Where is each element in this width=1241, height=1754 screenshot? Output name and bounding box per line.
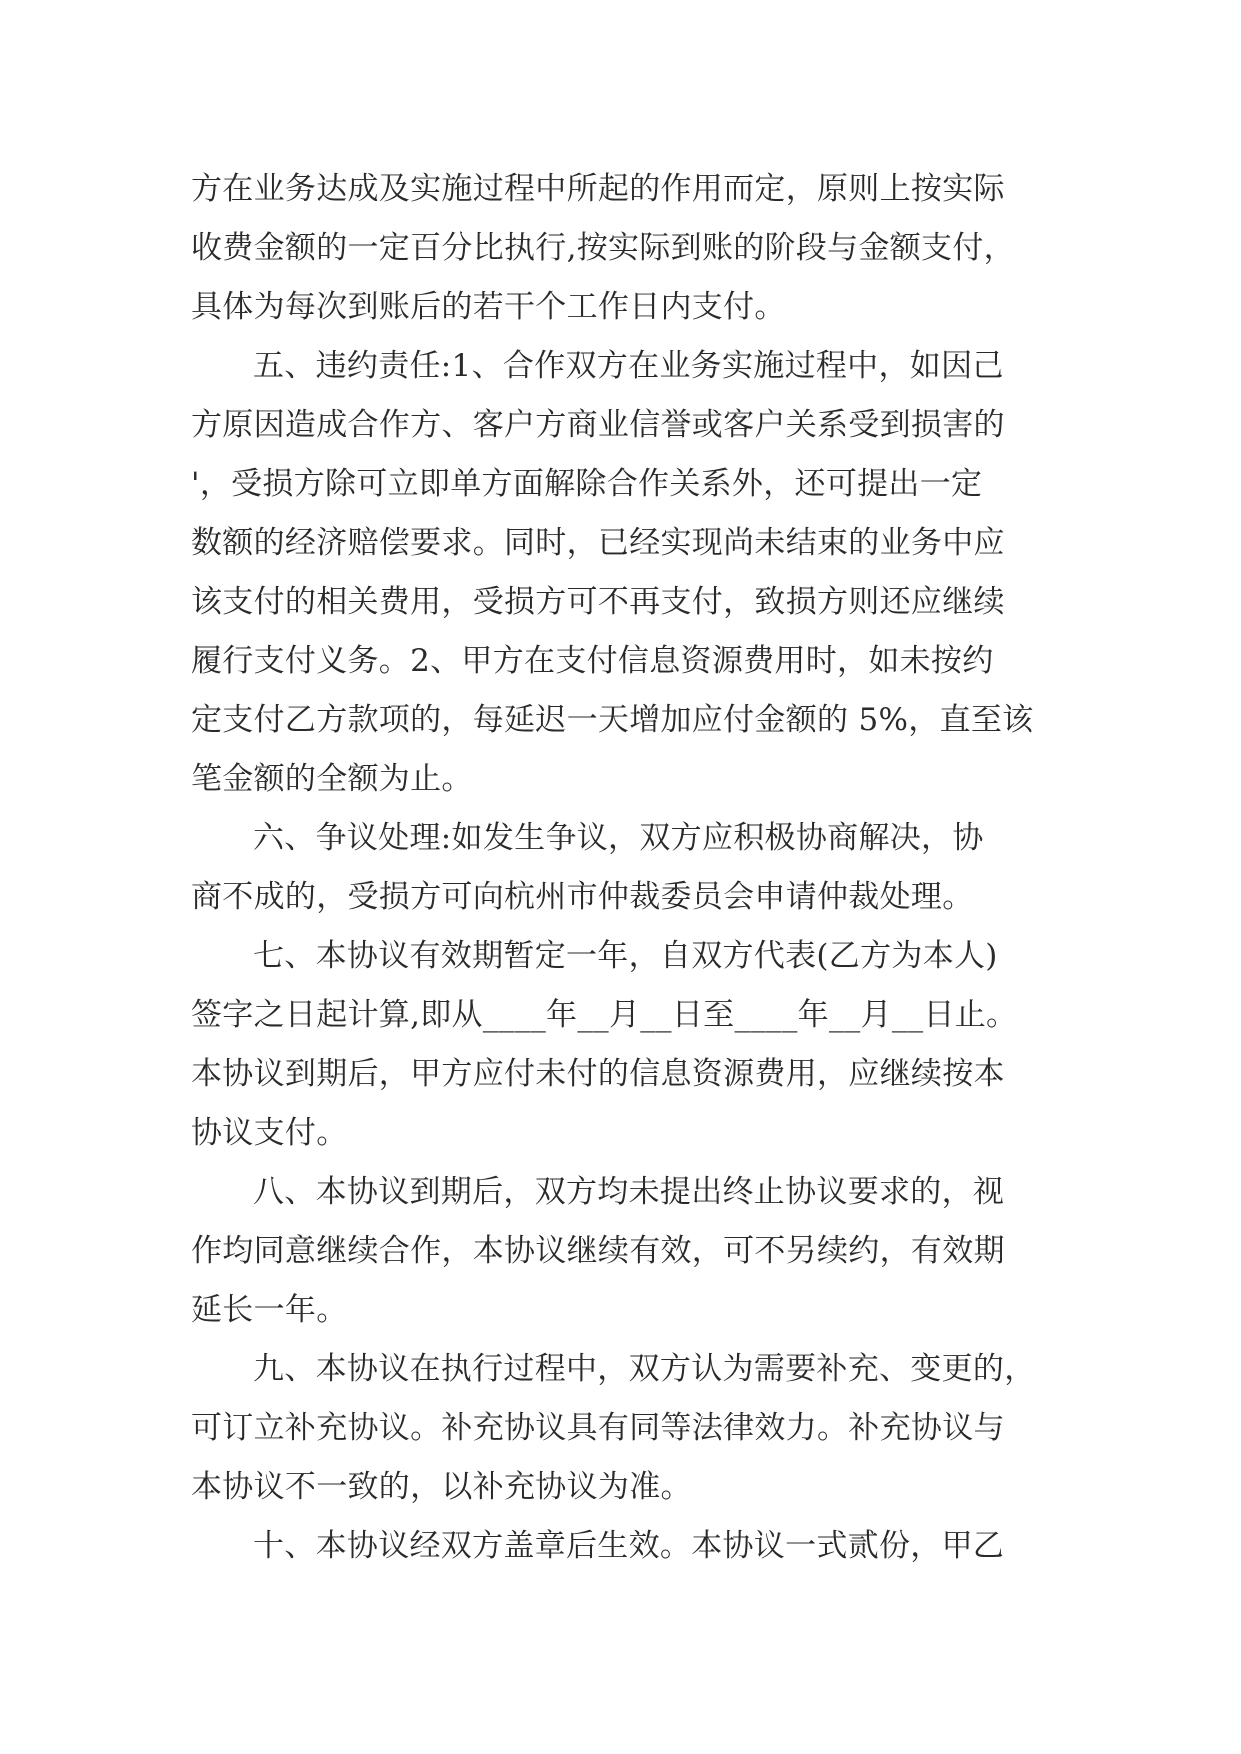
text-line: 收费金额的一定百分比执行,按实际到账的阶段与金额支付， (191, 230, 1015, 266)
text-line: 商不成的，受损方可向杭州市仲裁委员会申请仲裁处理。 (191, 879, 974, 915)
text-line: 笔金额的全额为止。 (191, 761, 473, 797)
text-line: 数额的经济赔偿要求。同时，已经实现尚未结束的业务中应 (191, 525, 1005, 561)
document-body (191, 160, 1081, 1576)
paragraph-7-term (191, 927, 1081, 1163)
text-line: 方在业务达成及实施过程中所起的作用而定，原则上按实际 (191, 171, 1005, 207)
text-line: 十、本协议经双方盖章后生效。本协议一式贰份，甲乙 (253, 1528, 1005, 1564)
paragraph-8-renewal (191, 1163, 1081, 1340)
text-line: 可订立补充协议。补充协议具有同等法律效力。补充协议与 (191, 1410, 1005, 1446)
text-line: 七、本协议有效期暂定一年，自双方代表(乙方为本人) (253, 938, 998, 974)
text-line: '，受损方除可立即单方面解除合作关系外，还可提出一定 (191, 466, 983, 502)
text-line: 协议支付。 (191, 1115, 348, 1151)
paragraph-9-supplement (191, 1340, 1081, 1517)
text-line: 五、违约责任:1、合作双方在业务实施过程中，如因己 (253, 348, 1004, 384)
paragraph-commission (191, 160, 1081, 337)
text-line: 该支付的相关费用，受损方可不再支付，致损方则还应继续 (191, 584, 1005, 620)
text-line: 履行支付义务。2、甲方在支付信息资源费用时，如未按约 (191, 643, 994, 679)
text-line: 九、本协议在执行过程中，双方认为需要补充、变更的， (253, 1351, 1036, 1387)
paragraph-5-liability (191, 337, 1081, 809)
text-line: 八、本协议到期后，双方均未提出终止协议要求的，视 (253, 1174, 1005, 1210)
paragraph-6-dispute (191, 809, 1081, 927)
text-line: 六、争议处理:如发生争议，双方应积极协商解决，协 (253, 820, 984, 856)
text-line: 延长一年。 (191, 1292, 348, 1328)
text-line: 本协议到期后，甲方应付未付的信息资源费用，应继续按本 (191, 1056, 1005, 1092)
text-line: 签字之日起计算,即从____年__月__日至____年__月__日止。 (191, 997, 1018, 1033)
paragraph-10-effect (191, 1517, 1081, 1576)
text-line: 作均同意继续合作，本协议继续有效，可不另续约，有效期 (191, 1233, 1005, 1269)
text-line: 方原因造成合作方、客户方商业信誉或客户关系受到损害的 (191, 407, 1005, 443)
text-line: 定支付乙方款项的，每延迟一天增加应付金额的 5%，直至该 (191, 702, 1034, 738)
text-line: 具体为每次到账后的若干个工作日内支付。 (191, 289, 786, 325)
text-line: 本协议不一致的，以补充协议为准。 (191, 1469, 692, 1505)
